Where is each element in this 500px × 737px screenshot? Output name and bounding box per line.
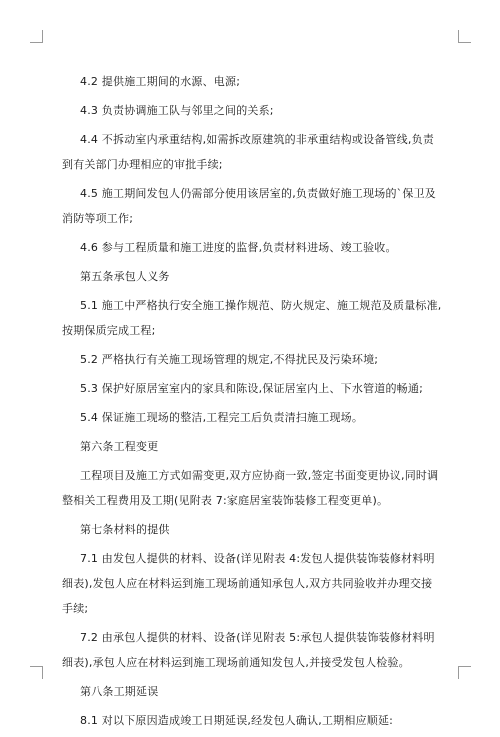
paragraph: 5.2 严格执行有关施工现场管理的规定,不得扰民及污染环境;: [80, 353, 379, 366]
paragraph: 4.4 不拆动室内承重结构,如需拆改原建筑的非承重结构或设备管线,负责到有关部门办理相应的审批手续;: [62, 133, 434, 171]
section-heading: 第七条材料的提供: [80, 523, 170, 536]
paragraph: 4.2 提供施工期间的水源、电源;: [80, 75, 241, 88]
paragraph: 4.5 施工期间发包人仍需部分使用该居室的,负责做好施工现场的`保卫及消防等项工作;: [62, 187, 436, 225]
paragraph: 4.3 负责协调施工队与邻里之间的关系;: [80, 104, 274, 117]
paragraph: 工程项目及施工方式如需变更,双方应协商一致,签定书面变更协议,同时调整相关工程费用及工期(见附表 7:家庭居室装饰装修工程变更单)。: [62, 469, 439, 507]
paragraph: 7.1 由发包人提供的材料、设备(详见附表 4:发包人提供装饰装修材料明细表),发包人应在材料运到施工现场前通知承包人,双方共同验收并办理交接手续;: [62, 552, 435, 615]
section-heading: 第六条工程变更: [80, 440, 159, 453]
paragraph: 5.1 施工中严格执行安全施工操作规范、防火规定、施工规范及质量标准,按期保质完成工程;: [62, 299, 442, 337]
crop-mark-top-right: [458, 30, 471, 43]
crop-mark-bottom-right: [458, 666, 471, 679]
document-body: [62, 69, 442, 737]
crop-mark-bottom-left: [30, 666, 43, 679]
section-heading: 第八条工期延误: [80, 685, 159, 698]
paragraph: 5.4 保证施工现场的整洁,工程完工后负责清扫施工现场。: [80, 411, 364, 424]
paragraph: 5.3 保护好原居室室内的家具和陈设,保证居室内上、下水管道的畅通;: [80, 382, 423, 395]
crop-mark-top-left: [30, 30, 43, 43]
paragraph: 7.2 由承包人提供的材料、设备(详见附表 5:承包人提供装饰装修材料明细表),承包人应在材料运到施工现场前通知发包人,并接受发包人检验。: [62, 631, 435, 669]
section-heading: 第五条承包人义务: [80, 270, 170, 283]
paragraph: 4.6 参与工程质量和施工进度的监督,负责材料进场、竣工验收。: [80, 241, 397, 254]
paragraph: 8.1 对以下原因造成竣工日期延误,经发包人确认,工期相应顺延:: [80, 714, 394, 727]
